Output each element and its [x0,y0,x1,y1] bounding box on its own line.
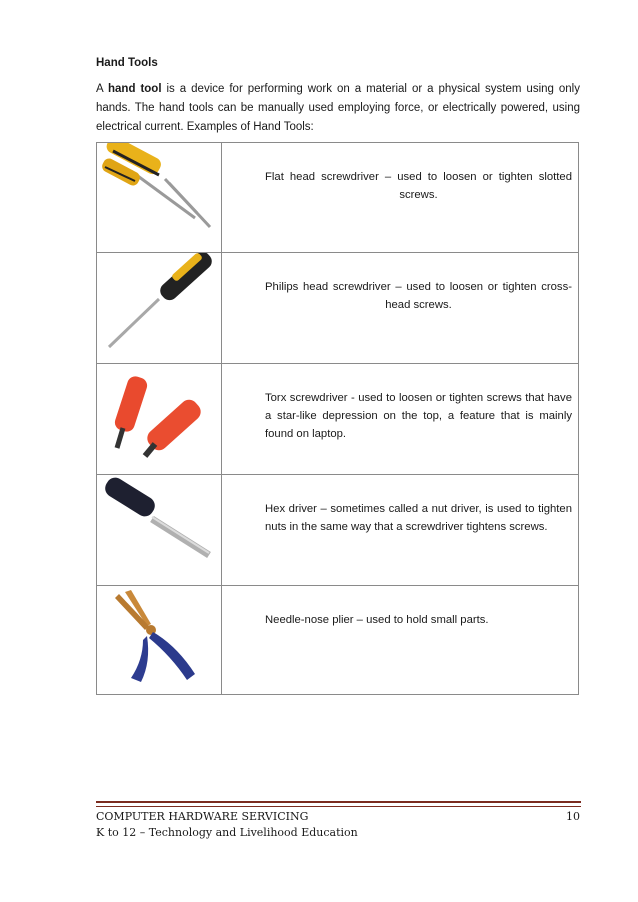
needle-nose-plier-image [97,586,221,694]
footer-subtitle: K to 12 – Technology and Livelihood Education [96,826,358,839]
hand-tools-table [96,142,579,695]
tool-image-cell [97,586,222,695]
table-row [97,586,579,695]
intro-rest: is a device for performing work on a material or a physical system using only hands. The hand tools can be manually used employing force, or electrically powered, using electrical current. Examples of Hand Tools: [96,83,580,133]
tool-description: Needle-nose plier – used to hold small parts. [265,614,489,626]
tool-description: Flat head screwdriver – used to loosen or tighten slotted screws. [265,171,572,201]
section-heading: Hand Tools [96,57,158,69]
tool-description-cell [222,364,579,475]
tool-image-cell [97,364,222,475]
table-row [97,475,579,586]
philips-head-screwdriver-image [97,253,221,363]
torx-screwdriver-image [97,364,221,474]
tool-description-cell [222,586,579,695]
tool-image-cell [97,253,222,364]
tool-image-cell [97,475,222,586]
footer-rule [96,801,581,807]
tool-description-cell [222,475,579,586]
table-row [97,143,579,253]
intro-prefix: A [96,83,109,95]
tool-image-cell [97,143,222,253]
footer-title: COMPUTER HARDWARE SERVICING [96,810,309,823]
tool-description: Torx screwdriver - used to loosen or tighten screws that have a star-like depression on the top, a feature that is mainly found on laptop. [265,392,572,440]
flat-head-screwdriver-image [97,143,221,252]
table-row [97,364,579,475]
tool-description-cell [222,253,579,364]
hex-driver-image [97,475,221,585]
tool-description: Hex driver – sometimes called a nut driver, is used to tighten nuts in the same way that a screwdriver tightens screws. [265,503,572,533]
tool-description-cell [222,143,579,253]
page-number: 10 [566,810,580,823]
tool-description: Philips head screwdriver – used to loosen or tighten cross-head screws. [265,281,572,311]
intro-paragraph [96,80,580,137]
table-row [97,253,579,364]
intro-bold-term: hand tool [108,83,162,95]
